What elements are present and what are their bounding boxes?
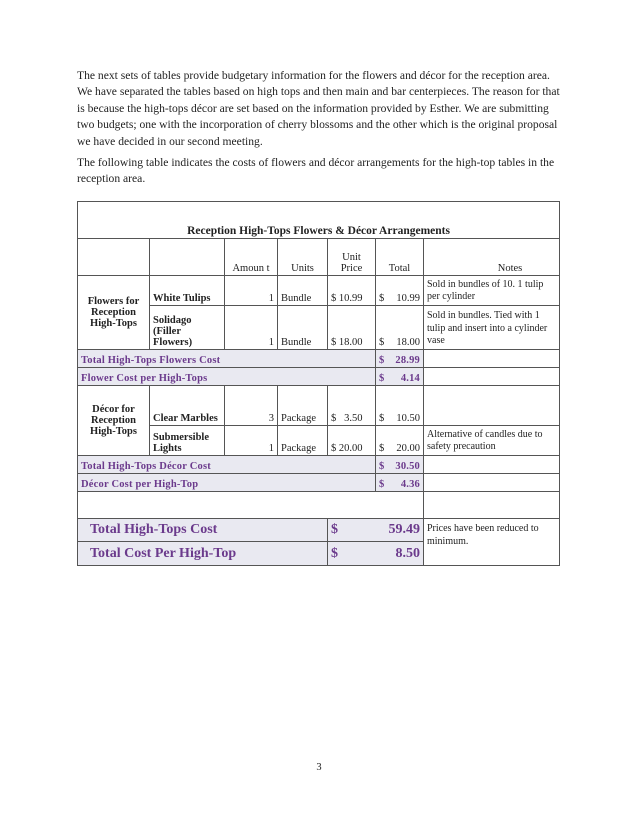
item-name: Clear Marbles [150,386,225,426]
item-total: $ 20.00 [376,426,424,456]
grand-per-value: $ 8.50 [328,542,424,566]
decor-per-value: $ 4.36 [376,474,424,492]
table-title: Reception High-Tops Flowers & Décor Arrangements [78,202,560,239]
decor-total-label: Total High-Tops Décor Cost [78,456,376,474]
item-total: $ 10.99 [376,276,424,306]
header-total: Total [376,239,424,276]
item-amount: 1 [225,276,278,306]
flowers-total-label: Total High-Tops Flowers Cost [78,350,376,368]
grand-note: Prices have been reduced to minimum. [424,519,560,566]
flowers-per-value: $ 4.14 [376,368,424,386]
header-units: Units [278,239,328,276]
item-notes: Alternative of candles due to safety precaution [424,426,560,456]
budget-table [77,201,560,566]
item-unit-price: $ 3.50 [328,386,376,426]
item-units: Package [278,386,328,426]
grand-total-value: $ 59.49 [328,519,424,542]
empty-cell [424,368,560,386]
item-units: Package [278,426,328,456]
header-amount: Amoun t [225,239,278,276]
header-notes: Notes [424,239,560,276]
item-amount: 1 [225,306,278,350]
item-total: $ 18.00 [376,306,424,350]
page-number: 3 [316,762,322,773]
header-unit-price: Unit Price [328,239,376,276]
empty-cell [424,474,560,492]
header-item [150,239,225,276]
grand-total-label: Total High-Tops Cost [78,519,328,542]
item-name: White Tulips [150,276,225,306]
grand-per-label: Total Cost Per High-Top [78,542,328,566]
item-unit-price: $ 10.99 [328,276,376,306]
flowers-total-value: $ 28.99 [376,350,424,368]
item-unit-price: $ 20.00 [328,426,376,456]
item-units: Bundle [278,276,328,306]
flowers-per-label: Flower Cost per High-Tops [78,368,376,386]
decor-group-label: Décor for Reception High-Tops [78,386,150,456]
flowers-group-label: Flowers for Reception High-Tops [78,276,150,350]
item-amount: 1 [225,426,278,456]
item-amount: 3 [225,386,278,426]
item-notes [424,386,560,426]
spacer-cell [424,492,560,519]
header-group [78,239,150,276]
item-notes: Sold in bundles. Tied with 1 tulip and insert into a cylinder vase [424,306,560,350]
item-notes: Sold in bundles of 10. 1 tulip per cylinder [424,276,560,306]
empty-cell [424,456,560,474]
item-units: Bundle [278,306,328,350]
empty-cell [424,350,560,368]
item-total: $ 10.50 [376,386,424,426]
decor-total-value: $ 30.50 [376,456,424,474]
item-unit-price: $ 18.00 [328,306,376,350]
decor-per-label: Décor Cost per High-Top [78,474,376,492]
item-name: Solidago (Filler Flowers) [150,306,225,350]
intro-paragraph-1: The next sets of tables provide budgetary information for the flowers and décor for the reception area. We have separated the tables based on high tops and then main and bar centerpieces. The reason for that is because the high-tops décor are set based on the information provided by Esther. We are submitting two budgets; one with the incorporation of cherry blossoms and the other which is the original proposal we have decided in our second meeting. [77,69,560,148]
spacer-cell [78,492,424,519]
intro-paragraph-2: The following table indicates the costs of flowers and décor arrangements for the high-top tables in the reception area. [77,156,555,186]
item-name: Submersible Lights [150,426,225,456]
